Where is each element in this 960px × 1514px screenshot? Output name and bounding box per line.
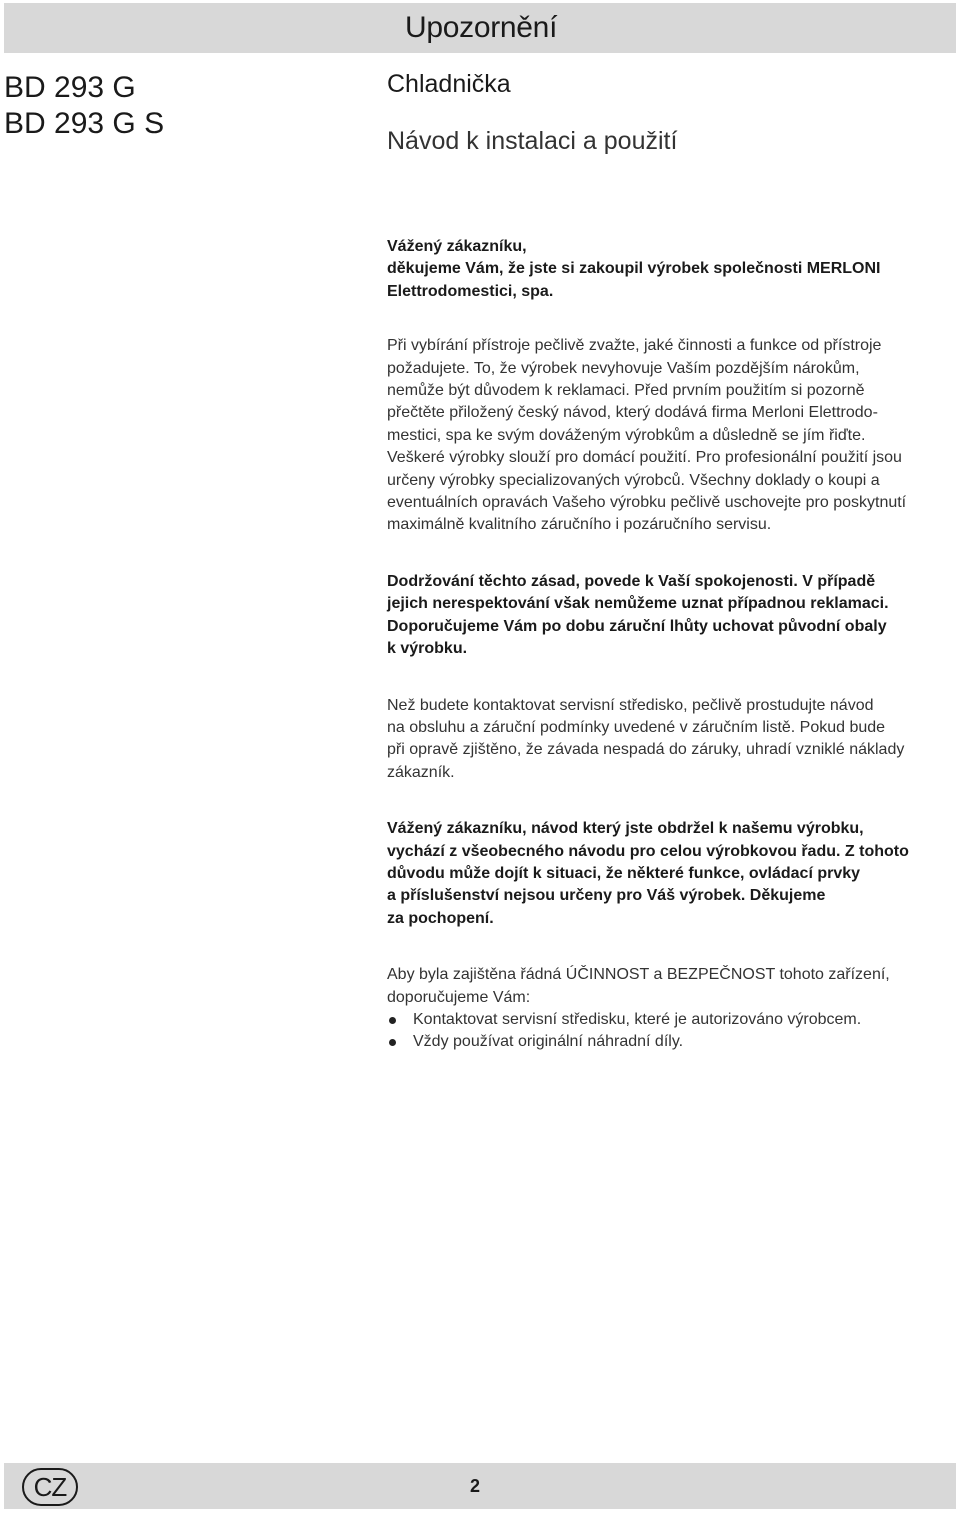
safety-paragraph: [387, 964, 947, 1009]
text-line: přečtěte přiložený český návod, který dodává firma Merloni Elettrodo-: [387, 404, 878, 422]
page-number: 2: [470, 1476, 481, 1496]
text-line: mestici, spa ke svým dováženým výrobkům a důsledně se jím řiďte.: [387, 426, 866, 444]
text-line: Aby byla zajištěna řádná ÚČINNOST a BEZPEČNOST tohoto zařízení,: [387, 966, 890, 984]
model-name: BD 293 G: [4, 71, 136, 104]
text-line: Doporučujeme Vám po dobu záruční lhůty uchovat původní obaly: [387, 617, 887, 635]
text-line: Vážený zákazníku, návod který jste obdržel k našemu výrobku,: [387, 820, 864, 838]
text-line: k výrobku.: [387, 640, 468, 658]
list-item-text: Kontaktovat servisní středisku, které je autorizováno výrobcem.: [413, 1010, 862, 1028]
recommendation-list: [387, 1009, 947, 1054]
text-line: Dodržování těchto zásad, povede k Vaší spokojenosti. V případě: [387, 572, 876, 590]
text-line: jejich nerespektování však nemůžeme uznat případnou reklamaci.: [387, 595, 889, 613]
compliance-paragraph: [387, 571, 947, 661]
page-title: Upozornění: [405, 11, 558, 44]
document-subtitle: Návod k instalaci a použití: [387, 127, 678, 155]
selection-paragraph: [387, 335, 947, 537]
text-line: Vážený zákazníku,: [387, 238, 527, 255]
bullet-icon: [389, 1039, 396, 1046]
text-line: důvodu může dojít k situaci, že některé funkce, ovládací prvky: [387, 864, 861, 882]
text-line: určeny výrobky specializovaných výrobců. Všechny doklady o koupi a: [387, 471, 880, 489]
text-line: Veškeré výrobky slouží pro domácí použití. Pro profesionální použití jsou: [387, 449, 902, 467]
text-line: vychází z všeobecného návodu pro celou výrobkovou řadu. Z tohoto: [387, 842, 909, 860]
product-name: Chladnička: [387, 70, 511, 98]
text-line: eventuálních opravách Vašeho výrobku pečlivě uschovejte pro poskytnutí: [387, 494, 907, 512]
model-name: BD 293 G S: [4, 107, 165, 140]
text-line: a příslušenství nejsou určeny pro Váš výrobek. Děkujeme: [387, 887, 826, 905]
language-badge: CZ: [22, 1468, 78, 1506]
greeting-paragraph: [387, 236, 947, 303]
list-item-text: Vždy používat originální náhradní díly.: [413, 1033, 684, 1051]
text-line: při opravě zjištěno, že závada nespadá do záruky, uhradí vzniklé náklady: [387, 741, 905, 759]
text-line: požadujete. To, že výrobek nevyhovuje Vaším pozdějším nárokům,: [387, 359, 860, 377]
text-line: maximálně kvalitního záručního i pozáručního servisu.: [387, 516, 772, 534]
list-item: [387, 1009, 947, 1031]
text-line: za pochopení.: [387, 909, 494, 927]
text-line: zákazník.: [387, 763, 455, 781]
text-line: Než budete kontaktovat servisní středisko, pečlivě prostudujte návod: [387, 696, 874, 714]
list-item: [387, 1031, 947, 1053]
text-line: na obsluhu a záruční podmínky uvedené v záručním listě. Pokud bude: [387, 718, 886, 736]
text-line: děkujeme Vám, že jste si zakoupil výrobek společnosti MERLONI: [387, 260, 881, 278]
general-manual-paragraph: [387, 818, 947, 930]
service-paragraph: [387, 695, 947, 785]
document-body: [387, 236, 947, 1054]
text-line: nemůže být důvodem k reklamaci. Před prvním použitím si pozorně: [387, 382, 865, 400]
model-list: [4, 70, 164, 142]
text-line: doporučujeme Vám:: [387, 988, 531, 1006]
text-line: Při vybírání přístroje pečlivě zvažte, jaké činnosti a funkce od přístroje: [387, 337, 882, 355]
text-line: Elettrodomestici, spa.: [387, 282, 554, 300]
bullet-icon: [389, 1017, 396, 1024]
